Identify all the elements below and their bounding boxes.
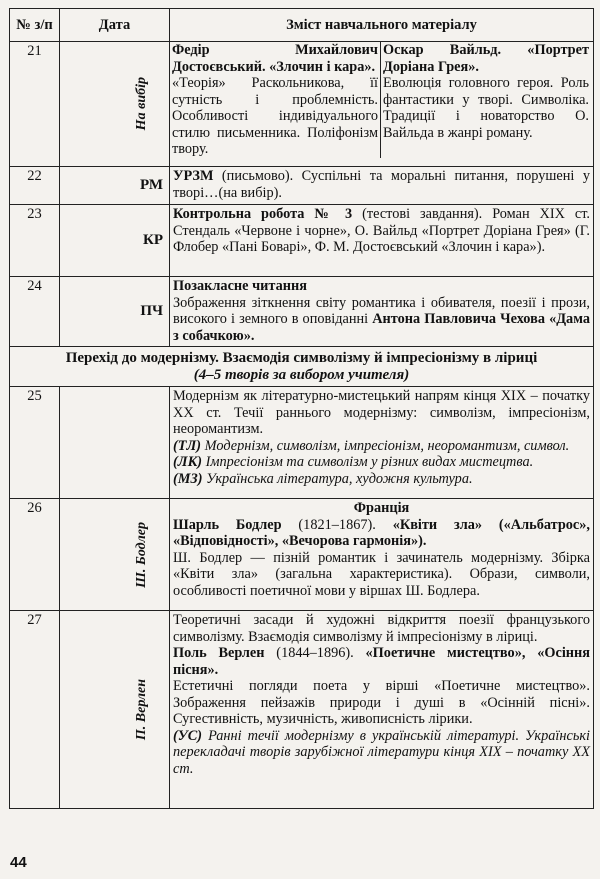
lesson-type: Позакласне читання [173,278,307,294]
row-number: 21 [10,42,60,167]
lesson-text: Ш. Бодлер — пізній романтик і зачинатель модернізму. Збірка «Квіти зла» (загальна характеристика). Образи, символи, особливості поетичної мови у віршах Ш. Бодлера. [173,549,590,599]
lesson-type: УРЗМ [173,168,214,184]
date-cell [60,611,170,809]
section-heading [10,347,594,387]
lesson-text: Зображення зіткнення світу романтика і обивателя, поезії і прози, високого і земного в оповіданні [173,294,590,327]
lesson-text: Теоретичні засади й художні відкриття поезії французького символізму. Взаємодія символізму й імпресіонізму в ліриці. [173,612,590,645]
row-number: 24 [10,277,60,347]
table-row [10,499,594,611]
date-vertical-label: П. Верлен [133,678,149,741]
page-number: 44 [10,854,27,871]
mz-text: Українська література, художня культура. [202,470,473,487]
syllabus-page [9,8,593,809]
option-title: Оскар Вайльд. «Портрет Доріана Грея». [383,42,589,75]
country-heading: Франція [353,500,410,516]
date-cell: ПЧ [60,277,170,347]
tl-text: Модернізм, символізм, імпресіонізм, неоромантизм, символ. [201,437,570,454]
us-label: (УС) [173,727,203,744]
works-list: «Поетичне мистецтво», «Осіння пісня». [173,645,590,678]
content-cell [170,499,594,611]
author-years: (1844–1896). [264,645,366,661]
lesson-text: (тестові завдання). Роман XIX ст. Стендаль «Червоне і чорне», О. Вайльд «Портрет Доріана Грея» (Г. Флобер «Пані Боварі», Ф. М. Достоєвський «Злочин і кара»). [173,206,590,255]
row-number: 27 [10,611,60,809]
option-title: Федір Михайлович Достоєвський. «Злочин і кара». [172,42,378,75]
table-row [10,387,594,499]
lk-label: (ЛК) [173,454,203,470]
section-subtitle: (4–5 творів за вибором учителя) [193,366,410,383]
mz-label: (МЗ) [173,470,203,487]
option-text: Еволюція головного героя. Роль фантастики у творі. Символіка. Традиції і новаторство О. Вайльда в жанрі роману. [383,75,589,141]
row-number: 23 [10,205,60,277]
table-row [10,167,594,205]
us-text: Ранні течії модернізму в українській літературі. Українські перекладачі творів зарубіжної літератури кінця XIX – початку XX ст. [173,727,590,777]
header-num: № з/п [10,9,60,42]
section-row [10,347,594,387]
date-cell: РМ [60,167,170,205]
section-title: Перехід до модернізму. Взаємодія символізму й імпресіонізму в ліриці [65,350,538,366]
content-cell [170,167,594,205]
row-number: 22 [10,167,60,205]
table-row [10,42,594,167]
content-cell [170,387,594,499]
left-option [172,42,381,158]
date-cell [60,387,170,499]
author-name: Шарль Бодлер [173,516,282,533]
lesson-text-bold: Антона Павловича Чехова «Дама з собачкою». [173,311,590,344]
syllabus-table [9,8,594,809]
works-list: «Квіти зла» («Альбатрос», «Відповідності», «Вечорова гармонія»). [173,516,590,549]
date-cell [60,42,170,167]
date-cell: КР [60,205,170,277]
author-years: (1821–1867). [281,516,393,533]
lesson-text: Естетичні погляди поета у вірші «Поетичне мистецтво». Зображення пейзажів природи і душі в «Осінній пісні». Сугестивність, музичність, живописність лірики. [173,678,590,727]
table-row [10,277,594,347]
content-cell [170,611,594,809]
tl-label: (ТЛ) [173,437,202,454]
content-cell [170,277,594,347]
option-text: «Теорія» Раскольникова, її сутність і проблемність. Особливості індивідуального стилю письменника. Поліфонізм твору. [172,75,378,157]
date-cell [60,499,170,611]
lesson-text: (письмово). Суспільні та моральні питання, порушені у творі…(на вибір). [173,168,590,201]
header-date: Дата [60,9,170,42]
table-row [10,611,594,809]
content-cell [170,42,594,167]
date-vertical-label: Ш. Бодлер [133,521,149,588]
row-number: 25 [10,387,60,499]
header-content: Зміст навчального матеріалу [170,9,594,42]
lesson-type: Контрольна робота № 3 [173,206,353,222]
date-vertical-label: На вибір [133,77,149,131]
row-number: 26 [10,499,60,611]
header-row [10,9,594,42]
lesson-text: Модернізм як літературно-мистецький напрям кінця XIX – початку XX ст. Течії раннього модернізму: символізм, імпресіонізм, неоромантизм. [173,388,590,437]
author-name: Поль Верлен [173,645,265,661]
table-row [10,205,594,277]
content-cell [170,205,594,277]
right-option [381,42,591,158]
lk-text: Імпресіонізм та символізм у різних видах мистецтва. [202,454,534,470]
